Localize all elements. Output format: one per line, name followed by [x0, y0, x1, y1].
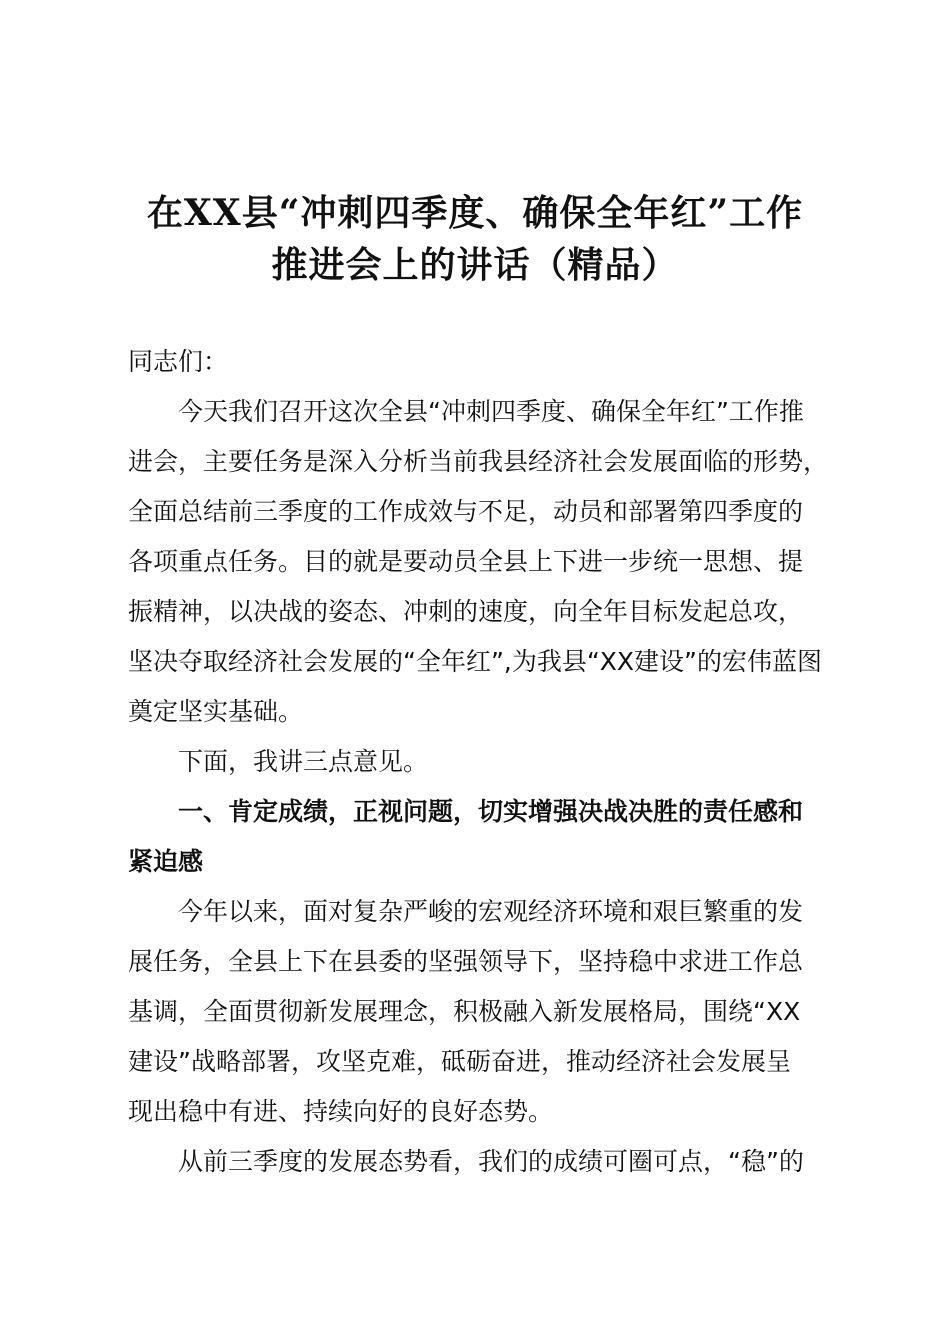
section-heading-1-line-1: 一、肯定成绩，正视问题，切实增强决战决胜的责任感和	[128, 797, 804, 826]
salutation: 同志们：	[128, 347, 229, 376]
paragraph-3-line-4: 建设”战略部署，攻坚克难，砥砺奋进，推动经济社会发展呈	[128, 1047, 791, 1076]
paragraph-4-line-1: 从前三季度的发展态势看，我们的成绩可圈可点，“稳”的	[128, 1147, 804, 1176]
document-title-line-1: 在XX县“冲刺四季度、确保全年红”工作	[146, 192, 804, 234]
paragraph-1-line-7: 奠定坚实基础。	[128, 697, 304, 726]
paragraph-3-line-2: 展任务，全县上下在县委的坚强领导下，坚持稳中求进工作总	[128, 947, 804, 976]
paragraph-3-line-1: 今年以来，面对复杂严峻的宏观经济环境和艰巨繁重的发	[128, 897, 804, 926]
paragraph-3-line-5: 现出稳中有进、持续向好的良好态势。	[128, 1097, 554, 1126]
document-title-line-2: 推进会上的讲话（精品）	[271, 244, 679, 286]
section-heading-1-line-2: 紧迫感	[128, 847, 204, 876]
paragraph-1-line-4: 各项重点任务。目的就是要动员全县上下进一步统一思想、提	[128, 547, 804, 576]
paragraph-3-line-3: 基调，全面贯彻新发展理念，积极融入新发展格局，围绕“XX	[128, 997, 801, 1026]
paragraph-1-line-5: 振精神，以决战的姿态、冲刺的速度，向全年目标发起总攻，	[128, 597, 804, 626]
paragraph-1-line-6: 坚决夺取经济社会发展的“全年红”,为我县“XX建设”的宏伟蓝图	[128, 647, 823, 676]
paragraph-1-line-2: 进会，主要任务是深入分析当前我县经济社会发展面临的形势，	[128, 447, 829, 476]
paragraph-1-line-1: 今天我们召开这次全县“冲刺四季度、确保全年红”工作推	[128, 397, 804, 426]
paragraph-1-line-3: 全面总结前三季度的工作成效与不足，动员和部署第四季度的	[128, 497, 804, 526]
paragraph-2: 下面，我讲三点意见。	[128, 747, 429, 776]
